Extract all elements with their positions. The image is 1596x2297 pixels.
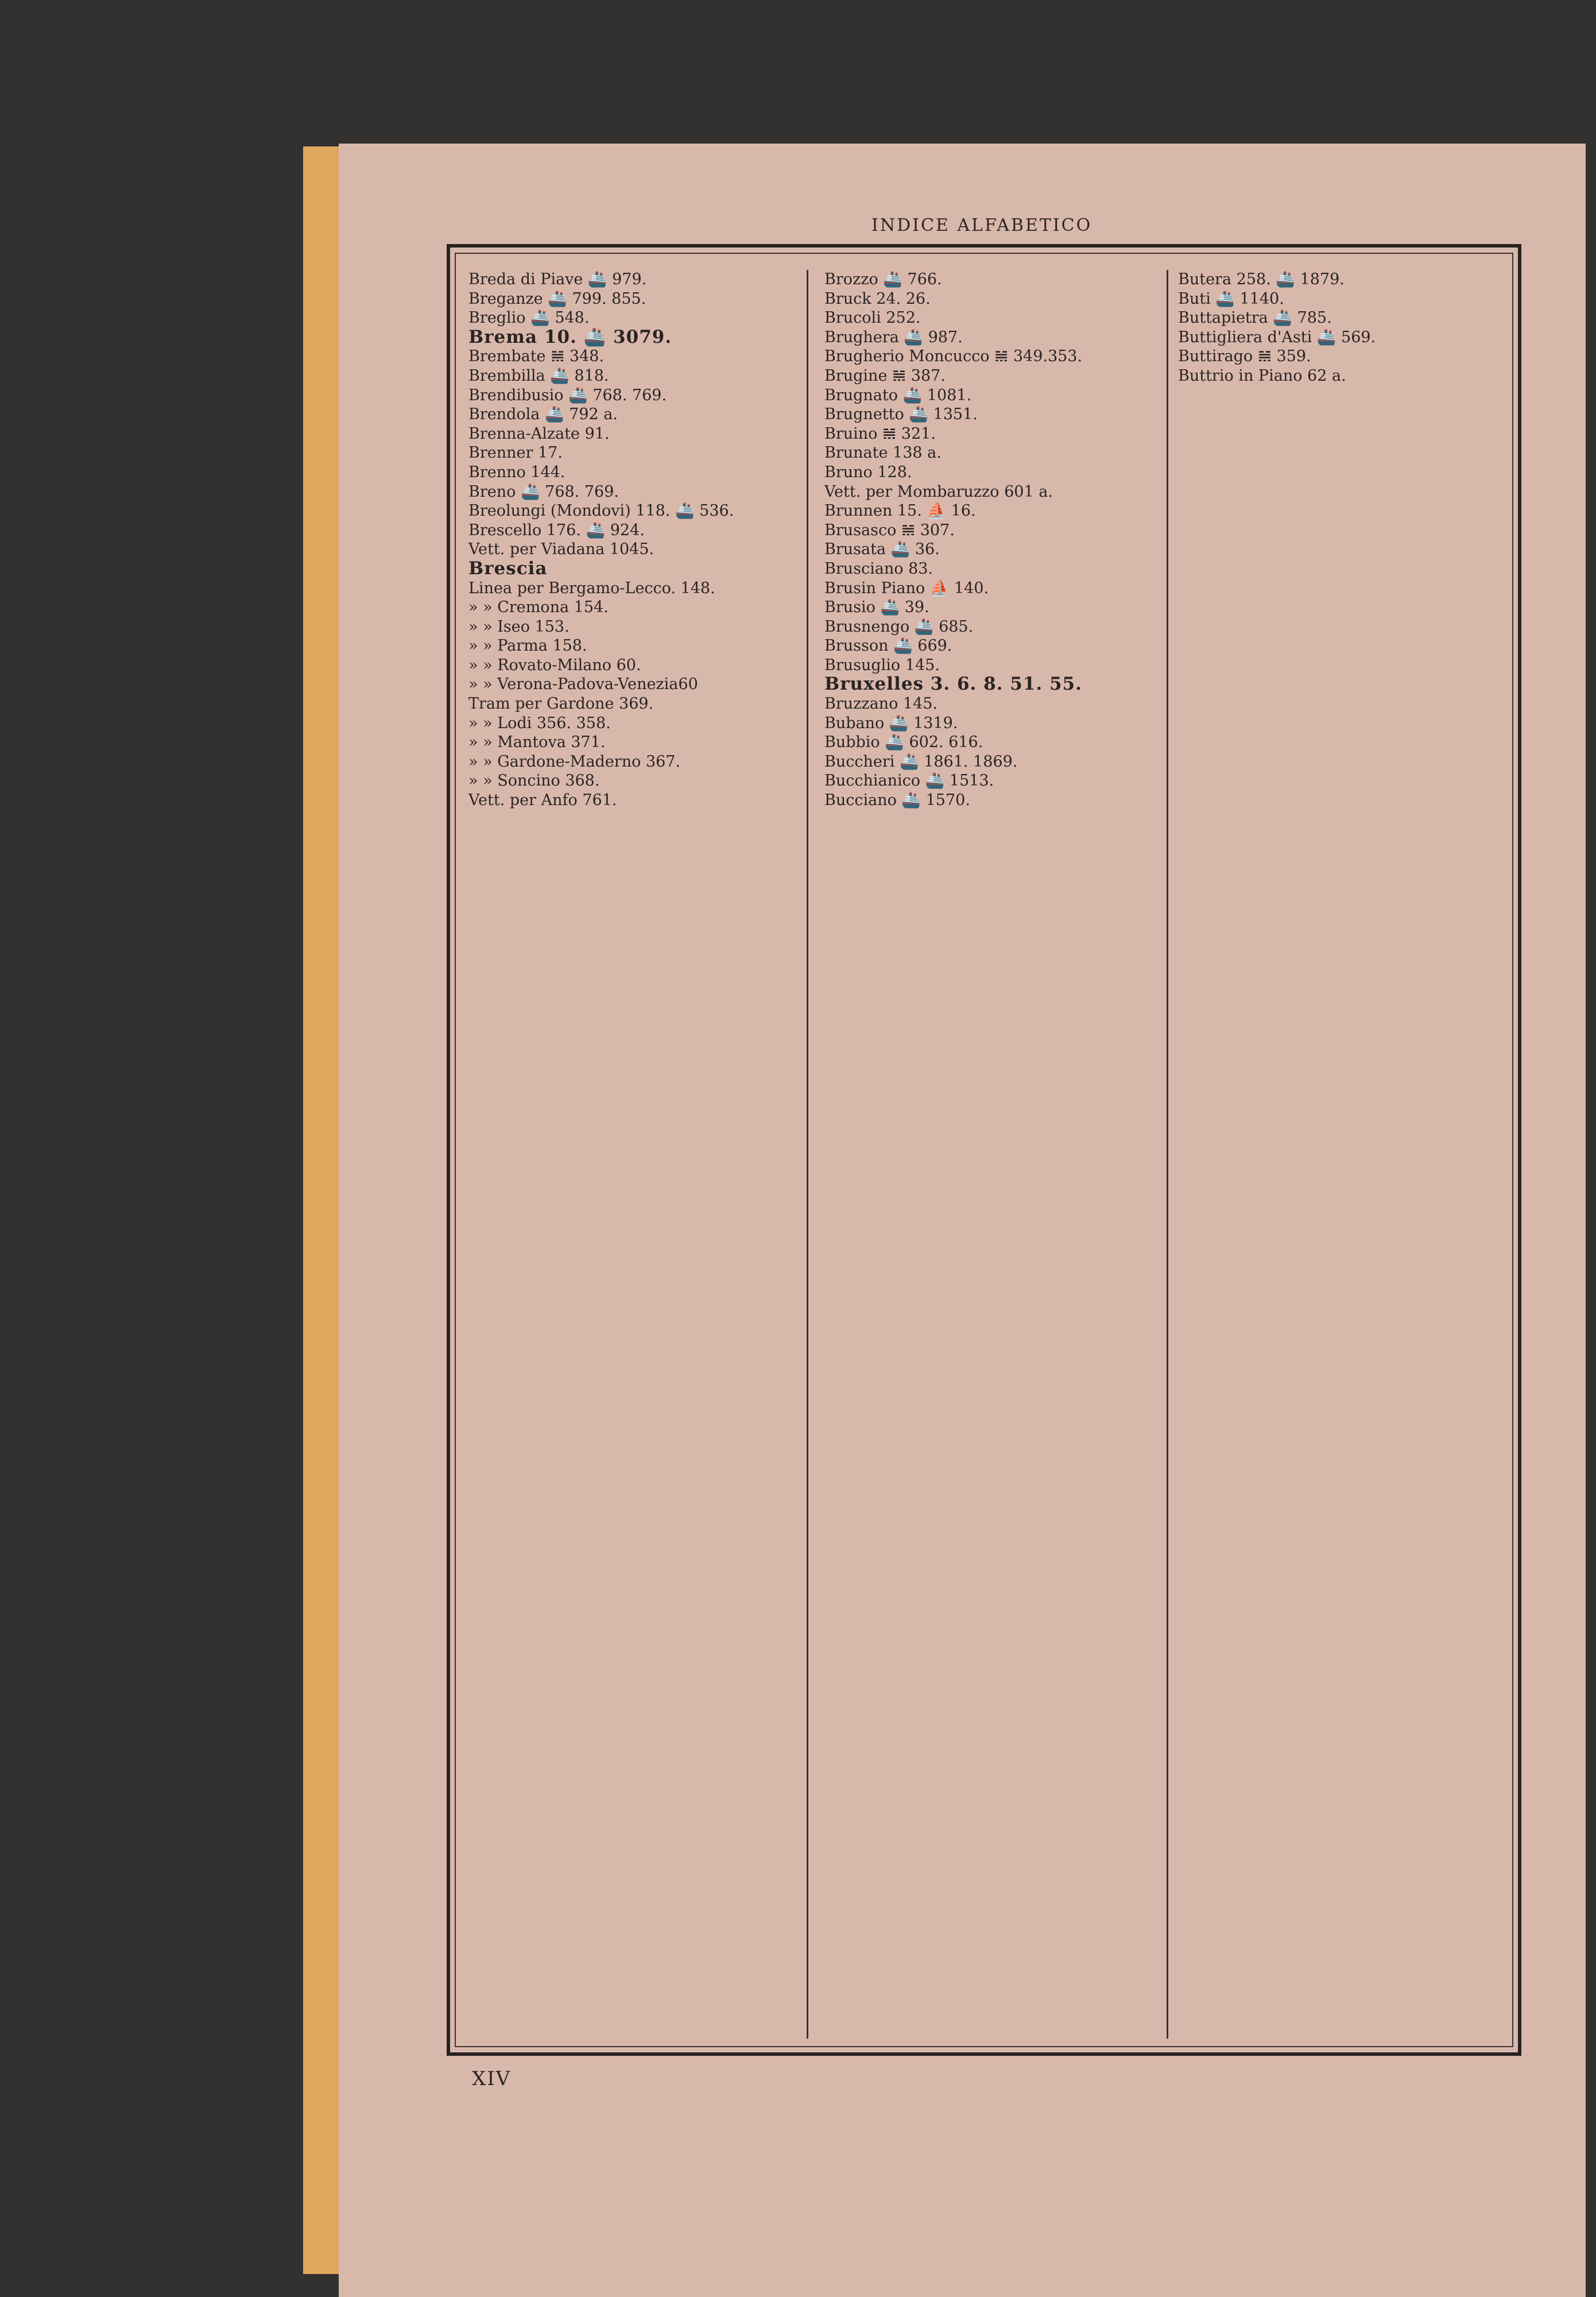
index-entry: Brusnengo 🚢 685. [824,617,974,636]
index-entry: Bruxelles 3. 6. 8. 51. 55. [824,674,1082,695]
index-entry: Breda di Piave 🚢 979. [468,270,647,288]
index-entry: Bruno 128. [824,463,912,481]
index-entry: Brunnen 15. ⛵ 16. [824,502,976,520]
index-entry: Brema 10. 🚢 3079. [468,326,672,347]
index-entry: Brugherio Moncucco 𝌣 349.353. [824,347,1083,366]
index-entry: » » Mantova 371. [468,733,606,752]
index-entry: Brusson 🚢 669. [824,637,952,655]
index-entry: » » Rovato-Milano 60. [468,656,641,674]
running-header: INDICE ALFABETICO [871,215,1093,235]
index-entry: Brucoli 252. [824,309,921,327]
index-entry: Breganze 🚢 799. 855. [468,289,646,308]
index-entry: » » Verona-Padova-Venezia60 [468,675,698,694]
index-entry: Tram per Gardone 369. [468,695,654,713]
index-entry: Breglio 🚢 548. [468,309,590,327]
index-entry: Buccheri 🚢 1861. 1869. [824,752,1018,771]
index-entry: Brugine 𝌣 387. [824,366,946,385]
index-entry: Brugnato 🚢 1081. [824,386,972,404]
index-column-1 [468,270,734,810]
index-entry: Butera 258. 🚢 1879. [1178,270,1345,288]
index-entry: Brenno 144. [468,463,565,481]
index-entry: Bruck 24. 26. [824,289,931,308]
index-entry: Vett. per Anfo 761. [468,791,617,810]
index-entry: Brendola 🚢 792 a. [468,405,618,424]
index-entry: Bubano 🚢 1319. [824,714,958,732]
index-entry: » » Gardone-Maderno 367. [468,752,681,771]
index-entry: » » Lodi 356. 358. [468,714,611,732]
index-entry: Brozzo 🚢 766. [824,270,942,288]
index-entry: Buti 🚢 1140. [1178,289,1284,308]
column-rule-2 [1167,270,1168,2039]
index-entry: Bubbio 🚢 602. 616. [824,733,983,752]
index-entry: Brusasco 𝌣 307. [824,521,955,539]
index-entry: Buttapietra 🚢 785. [1178,309,1332,327]
index-entry: Brunate 138 a. [824,444,942,462]
index-entry: Buttirago 𝌣 359. [1178,347,1311,366]
index-entry: Breno 🚢 768. 769. [468,482,619,501]
index-entry: Brusin Piano ⛵ 140. [824,579,989,597]
index-entry: Brusciano 83. [824,559,933,578]
index-entry: » » Cremona 154. [468,598,609,617]
index-entry: Bruino 𝌣 321. [824,424,936,443]
column-rule-1 [807,270,808,2039]
index-entry: Brembate 𝌣 348. [468,347,605,366]
index-entry: Bruzzano 145. [824,695,938,713]
index-entry: Brugnetto 🚢 1351. [824,405,978,424]
index-entry: Breolungi (Mondovi) 118. 🚢 536. [468,502,734,520]
index-entry: Linea per Bergamo-Lecco. 148. [468,579,715,597]
index-entry: » » Soncino 368. [468,772,600,790]
index-entry: Buttrio in Piano 62 a. [1178,366,1346,385]
index-entry: » » Iseo 153. [468,617,570,636]
index-entry: Vett. per Viadana 1045. [468,540,654,559]
index-entry: Brenner 17. [468,444,563,462]
index-entry: Brescello 176. 🚢 924. [468,521,645,539]
index-entry: Brenna-Alzate 91. [468,424,610,443]
index-entry: Brughera 🚢 987. [824,328,963,346]
index-entry: Buttigliera d'Asti 🚢 569. [1178,328,1376,346]
index-entry: Brendibusio 🚢 768. 769. [468,386,667,404]
index-entry: Bucchianico 🚢 1513. [824,772,994,790]
index-entry: Brusata 🚢 36. [824,540,940,559]
index-entry: Brembilla 🚢 818. [468,366,609,385]
index-entry: Bucciano 🚢 1570. [824,791,970,810]
index-entry: Brescia [468,558,548,579]
index-column-3 [1178,270,1376,386]
page-number: XIV [472,2067,512,2090]
index-entry: Brusio 🚢 39. [824,598,929,617]
index-column-2 [824,270,1082,810]
index-entry: Brusuglio 145. [824,656,940,674]
index-entry: » » Parma 158. [468,637,587,655]
index-entry: Vett. per Mombaruzzo 601 a. [824,482,1053,501]
